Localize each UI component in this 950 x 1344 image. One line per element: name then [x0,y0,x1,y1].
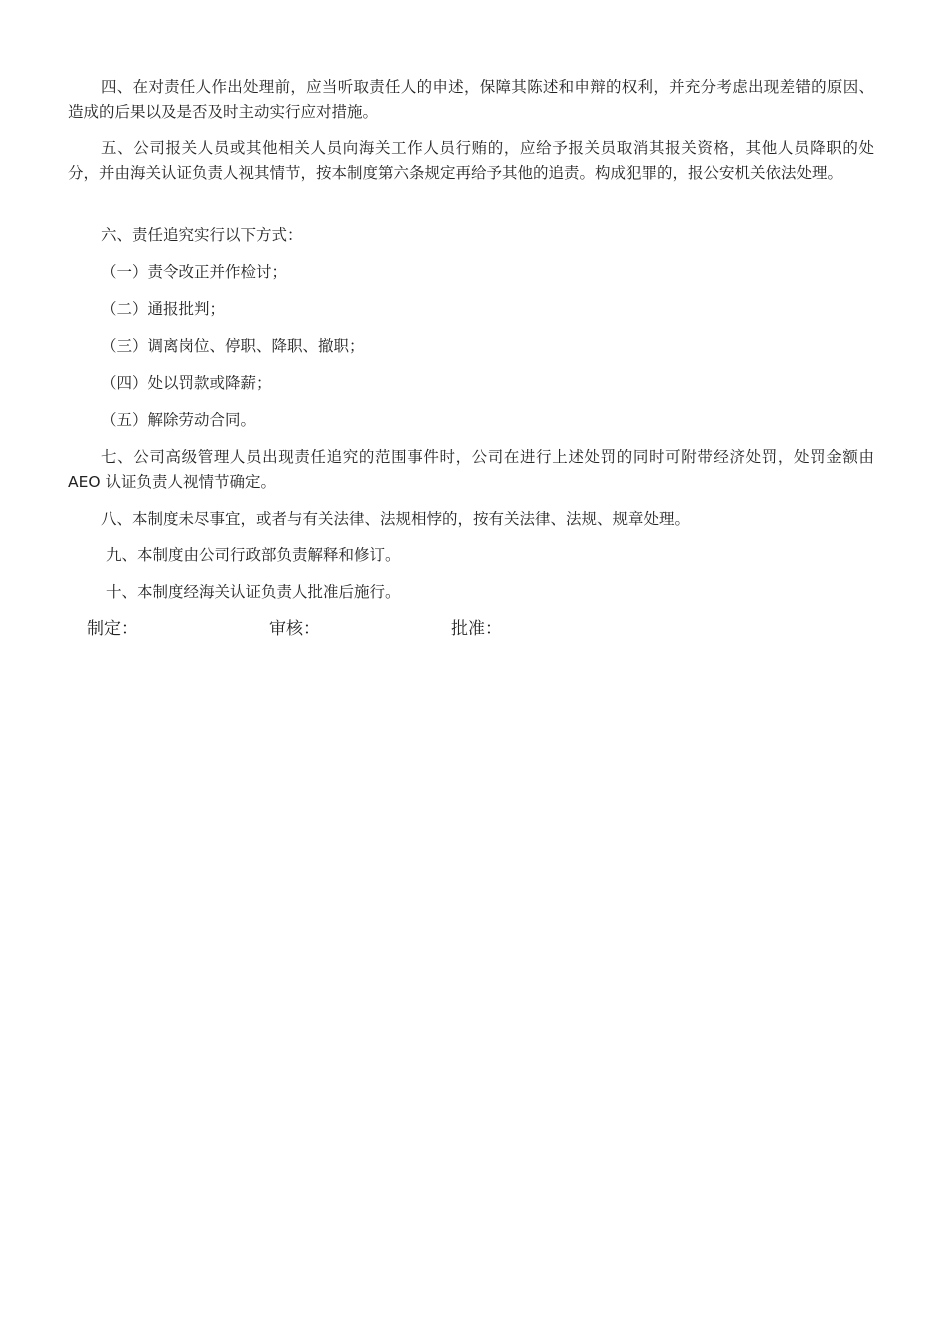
clause-5: 五、公司报关人员或其他相关人员向海关工作人员行贿的，应给予报关员取消其报关资格，其他人员降职的处分，并由海关认证负责人视其情节，按本制度第六条规定再给予其他的追责。构成犯罪的，报公安机关依法处理。 [68,139,874,182]
drafted-by-label: 制定： [87,619,138,639]
clause-6-item-5: （五）解除劳动合同。 [101,411,257,429]
clause-6-item-2: （二）通报批判； [101,300,226,318]
clause-10: 十、本制度经海关认证负责人批准后施行。 [106,583,401,601]
clause-9: 九、本制度由公司行政部负责解释和修订。 [106,546,401,564]
clause-7: 七、公司高级管理人员出现责任追究的范围事件时，公司在进行上述处罚的同时可附带经济处罚，处罚金额由 AEO 认证负责人视情节确定。 [68,448,874,491]
clause-6-item-3: （三）调离岗位、停职、降职、撤职； [101,337,365,355]
clause-6: 六、责任追究实行以下方式： [101,226,303,244]
clause-4: 四、在对责任人作出处理前，应当听取责任人的申述，保障其陈述和申辩的权利，并充分考虑出现差错的原因、造成的后果以及是否及时主动实行应对措施。 [68,78,874,121]
clause-6-item-4: （四）处以罚款或降薪； [101,374,272,392]
approved-by-label: 批准： [451,619,502,639]
reviewed-by-label: 审核： [269,619,320,639]
clause-8: 八、本制度未尽事宜，或者与有关法律、法规相悖的，按有关法律、法规、规章处理。 [101,510,691,528]
clause-6-item-1: （一）责令改正并作检讨； [101,263,288,281]
